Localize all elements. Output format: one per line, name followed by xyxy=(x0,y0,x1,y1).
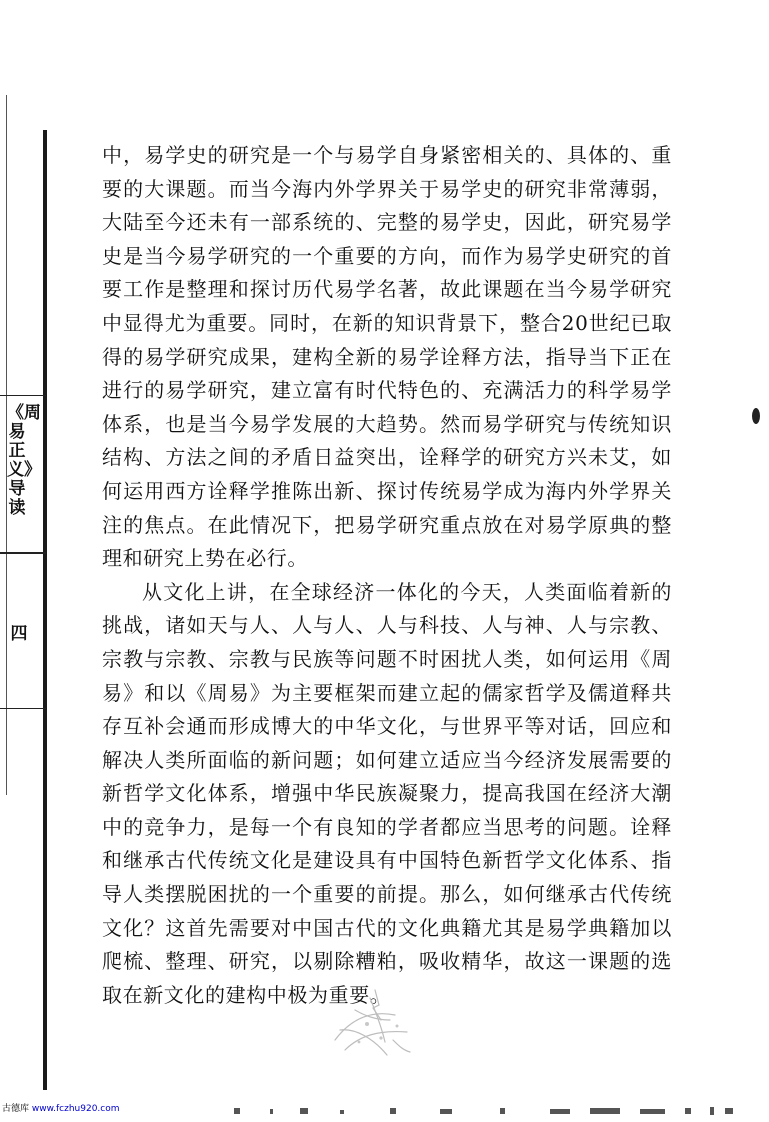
sidebar-title-box xyxy=(0,395,46,554)
book-title: 《周易正义》导读 xyxy=(7,403,41,518)
scan-smudge xyxy=(752,408,760,424)
scan-noise xyxy=(230,1106,750,1116)
body-text xyxy=(102,139,672,1012)
footer-watermark xyxy=(2,1101,120,1114)
paragraph-1: 中，易学史的研究是一个与易学自身紧密相关的、具体的、重要的大课题。而当今海内外学界关于易学史的研究非常薄弱，大陆至今还未有一部系统的、完整的易学史，因此，研究易学史是当今易学研究的一个重要的方向，而作为易学史研究的首要工作是整理和探讨历代易学名著，故此课题在当今易学研究中显得尤为重要。同时，在新的知识背景下，整合20世纪已取得的易学研究成果，建构全新的易学诠释方法，指导当下正在进行的易学研究，建立富有时代特色的、充满活力的科学易学体系，也是当今易学发展的大趋势。然而易学研究与传统知识结构、方法之间的矛盾日益突出，诠释学的研究方兴未艾，如何运用西方诠释学推陈出新、探讨传统易学成为海内外学界关注的焦点。在此情况下，把易学研究重点放在对易学原典的整理和研究上势在必行。 xyxy=(102,143,672,571)
page-number: 四 xyxy=(10,624,28,644)
sidebar-page-box xyxy=(0,552,46,709)
footer-site-name: 古德库 xyxy=(2,1104,30,1114)
watermark-stamp xyxy=(315,980,425,1065)
paragraph-2: 从文化上讲，在全球经济一体化的今天，人类面临着新的挑战，诸如天与人、人与人、人与科技、人与神、人与宗教、宗教与宗教、宗教与民族等问题不时困扰人类，如何运用《周易》和以《周易》为主要框架而建立起的儒家哲学及儒道释共存互补会通而形成博大的中华文化，与世界平等对话，回应和解决人类所面临的新问题；如何建立适应当今经济发展需要的新哲学文化体系，增强中华民族凝聚力，提高我国在经济大潮中的竞争力，是每一个有良知的学者都应当思考的问题。诠释和继承古代传统文化是建设具有中国特色新哲学文化体系、指导人类摆脱困扰的一个重要的前提。那么，如何继承古代传统文化？这首先需要对中国古代的文化典籍尤其是易学典籍加以爬梳、整理、研究，以剔除糟粕，吸收精华，故这一课题的选取在新文化的建构中极为重要。 xyxy=(102,579,672,1007)
footer-site-url[interactable]: www.fczhu920.com xyxy=(31,1104,120,1114)
